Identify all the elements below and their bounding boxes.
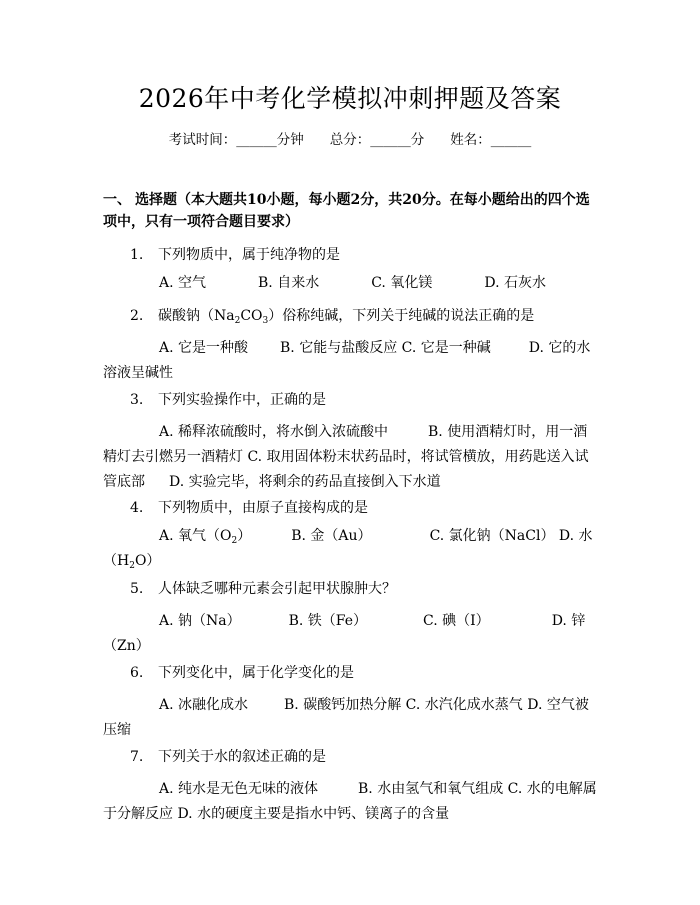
option-c: C. 它是一种碱 [401,340,491,356]
option-c: C. 取用固体粉末状药品时，将试管横放，用药匙送入试管底部 [103,449,589,490]
option-d: D. 实验完毕，将剩余的药品直接倒入下水道 [169,474,441,490]
name-blank: ______ [490,132,532,148]
option-b: B. 金（Au） [291,528,372,544]
question-number: 7. [130,749,144,765]
option-a: A. 它是一种酸 [159,340,249,356]
option-b: B. 使用酒精灯时，用一酒精灯去引燃另一酒精灯 [103,424,588,465]
option-d: D. 空气被压缩 [103,697,589,738]
score-unit: 分 [410,132,425,148]
question-6 [103,662,603,684]
question-2-options [103,336,601,386]
question-2 [103,305,603,327]
option-c: C. 水汽化成水蒸气 [405,697,523,713]
question-3 [103,389,603,411]
question-7-options [103,777,601,827]
question-text: 下列关于水的叙述正确的是 [158,749,326,765]
time-blank: ______ [236,132,277,148]
option-b: B. 碳酸钙加热分解 [284,697,402,713]
page-title: 2026年中考化学模拟冲刺押题及答案 [138,84,562,113]
question-1 [103,244,603,266]
option-b: B. 它能与盐酸反应 [280,340,398,356]
option-c: C. 氯化钠（NaCl） [429,528,555,544]
score-label: 总分： [329,132,371,148]
option-c: C. 碘（I） [423,613,490,629]
question-4-options [103,524,601,574]
option-b: B. 水由氢气和氧气组成 [358,781,504,797]
option-a: A. 稀释浓硫酸时，将水倒入浓硫酸中 [159,424,389,440]
question-text-pre: 碳酸钠（Na [158,308,235,324]
question-number: 3. [130,392,144,408]
exam-meta [0,129,700,151]
option-b: B. 自来水 [258,275,320,291]
question-7 [103,746,603,768]
option-d: D. 锌（Zn） [103,613,586,654]
section-heading [103,189,603,233]
subscript: 2 [234,316,241,326]
option-a: A. 空气 [159,275,207,291]
option-d: D. 石灰水 [484,275,546,291]
section-number: 一、 [103,192,131,208]
question-number: 2. [130,308,144,324]
question-text: 人体缺乏哪种元素会引起甲状腺肿大？ [158,581,396,597]
time-unit: 分钟 [276,132,304,148]
option-d: D. 水$(H_2O)$ [103,528,593,571]
question-text-post: ）俗称纯碱，下列关于纯碱的说法正确的是 [268,308,535,324]
question-5-options [103,609,601,659]
option-c: C. 氧化镁 [371,275,433,291]
question-text: 下列实验操作中，正确的是 [158,392,326,408]
option-a: A. 冰融化成水 [159,697,249,713]
option-b: B. 铁（Fe） [288,613,368,629]
question-text: 下列物质中，属于纯净物的是 [158,247,340,263]
question-1-options [103,271,601,296]
question-4 [103,497,603,519]
option-d: D. 它的水溶液呈碱性 [103,340,591,381]
question-text-mid: CO [240,308,263,324]
question-number: 1. [130,247,144,263]
option-a: A. 纯水是无色无味的液体 [159,781,319,797]
score-blank: ______ [370,132,411,148]
time-label: 考试时间： [168,132,237,148]
question-number: 4. [130,500,144,516]
question-3-options [103,420,601,495]
option-a: A. 氧气$(O_2)$ [159,528,252,546]
option-a: A. 钠（Na） [159,613,241,629]
question-5 [103,578,603,600]
option-c: C. 水的电解属于分解反应 [103,781,597,822]
question-text: 下列变化中，属于化学变化的是 [158,665,354,681]
question-text: 下列物质中，由原子直接构成的是 [158,500,368,516]
section-text: 选择题（本大题共10小题，每小题2分，共20分。在每小题给出的四个选项中，只有一项符合题目要求） [103,192,590,230]
subscript: 3 [262,316,269,326]
question-number: 6. [130,665,144,681]
name-label: 姓名： [450,132,491,148]
question-6-options [103,693,601,743]
question-number: 5. [130,581,144,597]
option-d: D. 水的硬度主要是指水中钙、镁离子的含量 [177,806,450,822]
